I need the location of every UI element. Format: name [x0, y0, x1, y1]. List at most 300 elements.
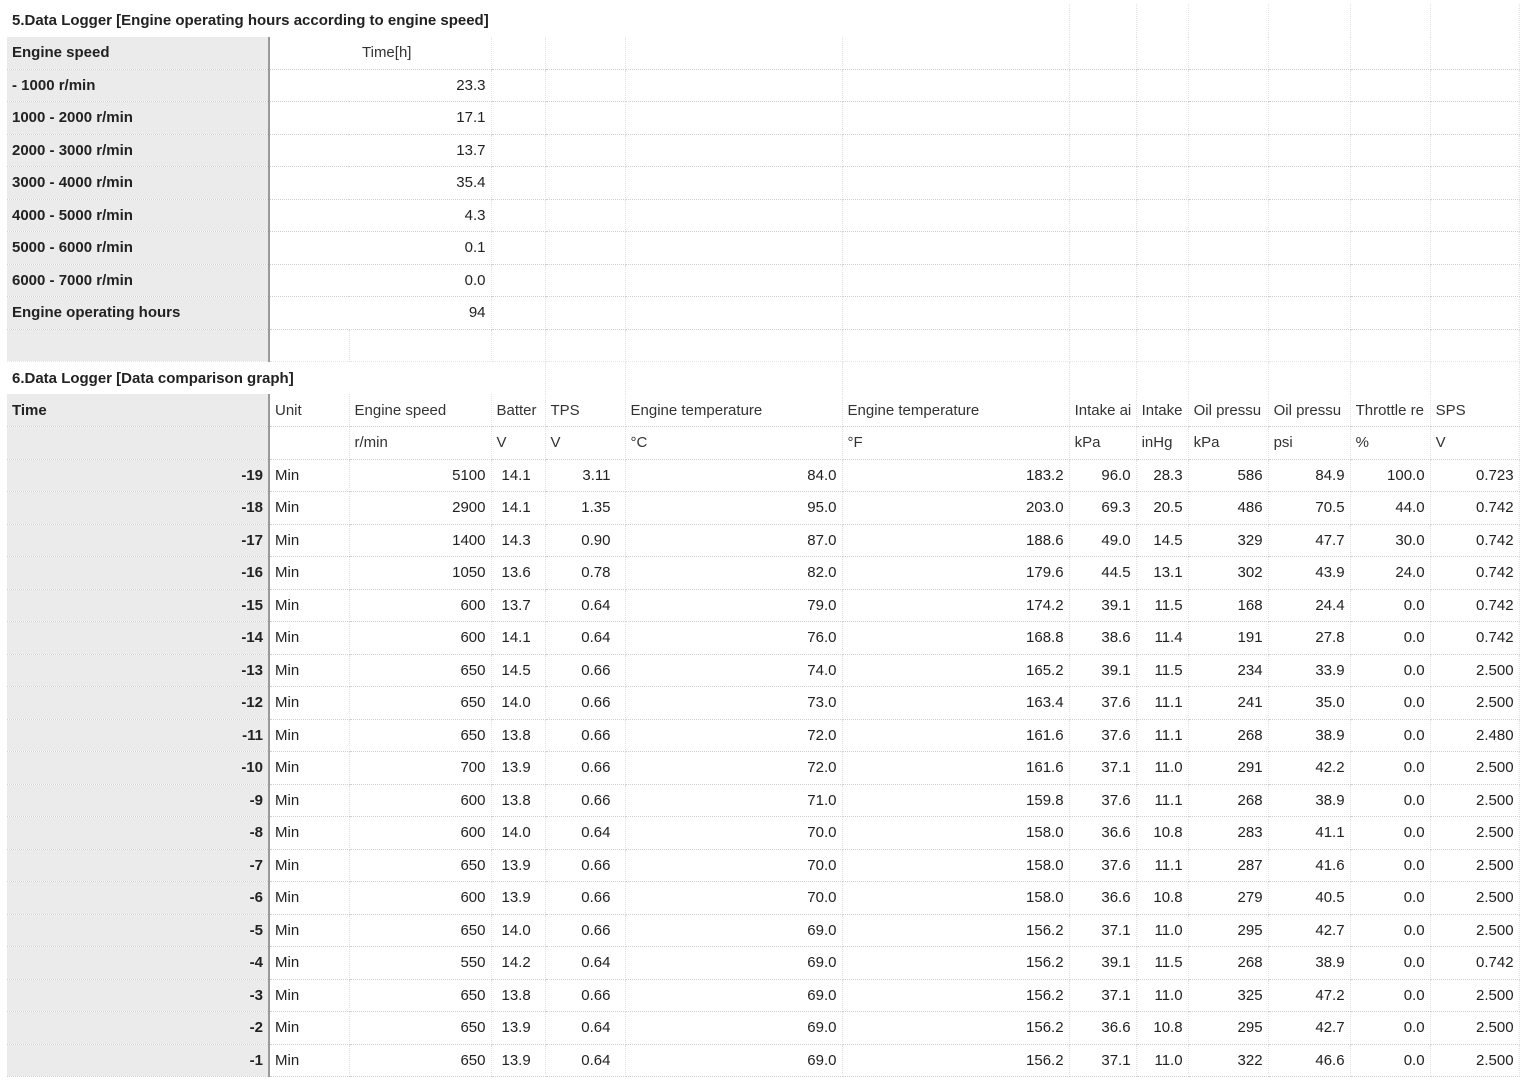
empty-cell[interactable]: [1188, 297, 1268, 330]
empty-cell[interactable]: [491, 167, 545, 200]
data-cell[interactable]: 11.0: [1136, 1044, 1188, 1077]
data-cell[interactable]: 183.2: [842, 459, 1069, 492]
empty-cell[interactable]: [1136, 4, 1188, 37]
empty-cell[interactable]: [842, 69, 1069, 102]
empty-cell[interactable]: [1069, 329, 1136, 362]
data-cell[interactable]: 11.0: [1136, 979, 1188, 1012]
empty-cell[interactable]: [1350, 134, 1430, 167]
data-cell[interactable]: 84.0: [625, 459, 842, 492]
data-cell[interactable]: 39.1: [1069, 947, 1136, 980]
empty-cell[interactable]: [1136, 167, 1188, 200]
data-cell[interactable]: 11.5: [1136, 947, 1188, 980]
data-cell[interactable]: Min: [269, 849, 349, 882]
column-header[interactable]: TPS: [545, 394, 625, 427]
empty-cell[interactable]: [1430, 232, 1519, 265]
column-unit[interactable]: V: [545, 427, 625, 460]
data-cell[interactable]: 11.0: [1136, 914, 1188, 947]
data-cell[interactable]: 38.9: [1268, 719, 1350, 752]
data-cell[interactable]: 0.0: [1350, 1012, 1430, 1045]
data-cell[interactable]: 2900: [349, 492, 491, 525]
empty-cell[interactable]: [1188, 264, 1268, 297]
data-cell[interactable]: 11.1: [1136, 687, 1188, 720]
data-cell[interactable]: 47.7: [1268, 524, 1350, 557]
empty-cell[interactable]: [491, 102, 545, 135]
time-cell[interactable]: -5: [7, 914, 269, 947]
column-unit[interactable]: °C: [625, 427, 842, 460]
empty-cell[interactable]: [1430, 199, 1519, 232]
data-cell[interactable]: 14.0: [491, 817, 545, 850]
empty-cell[interactable]: [1350, 297, 1430, 330]
empty-cell[interactable]: [1350, 264, 1430, 297]
data-cell[interactable]: 0.723: [1430, 459, 1519, 492]
data-cell[interactable]: 11.0: [1136, 752, 1188, 785]
time-cell[interactable]: -4: [7, 947, 269, 980]
data-cell[interactable]: 70.0: [625, 882, 842, 915]
empty-cell[interactable]: [491, 329, 545, 362]
data-cell[interactable]: 1.35: [545, 492, 625, 525]
data-cell[interactable]: 13.9: [491, 1012, 545, 1045]
data-cell[interactable]: 168.8: [842, 622, 1069, 655]
data-cell[interactable]: Min: [269, 557, 349, 590]
data-cell[interactable]: 2.500: [1430, 1044, 1519, 1077]
data-cell[interactable]: 650: [349, 849, 491, 882]
data-cell[interactable]: 650: [349, 719, 491, 752]
data-cell[interactable]: 0.742: [1430, 524, 1519, 557]
data-cell[interactable]: 35.0: [1268, 687, 1350, 720]
data-cell[interactable]: 158.0: [842, 849, 1069, 882]
data-cell[interactable]: 600: [349, 784, 491, 817]
data-cell[interactable]: 0.742: [1430, 947, 1519, 980]
data-cell[interactable]: 174.2: [842, 589, 1069, 622]
data-cell[interactable]: 2.500: [1430, 784, 1519, 817]
column-unit[interactable]: °F: [842, 427, 1069, 460]
empty-cell[interactable]: [625, 297, 842, 330]
empty-cell[interactable]: [1136, 37, 1188, 70]
data-cell[interactable]: Min: [269, 882, 349, 915]
data-cell[interactable]: 72.0: [625, 719, 842, 752]
empty-cell[interactable]: [625, 264, 842, 297]
data-cell[interactable]: 268: [1188, 719, 1268, 752]
data-cell[interactable]: 203.0: [842, 492, 1069, 525]
empty-cell[interactable]: [545, 232, 625, 265]
empty-cell[interactable]: [1136, 297, 1188, 330]
data-cell[interactable]: 13.8: [491, 979, 545, 1012]
speed-range-label[interactable]: 4000 - 5000 r/min: [7, 199, 269, 232]
data-cell[interactable]: 234: [1188, 654, 1268, 687]
data-cell[interactable]: 2.500: [1430, 1012, 1519, 1045]
column-unit[interactable]: inHg: [1136, 427, 1188, 460]
empty-cell[interactable]: [545, 199, 625, 232]
data-cell[interactable]: 268: [1188, 947, 1268, 980]
column-unit[interactable]: kPa: [1188, 427, 1268, 460]
data-cell[interactable]: 27.8: [1268, 622, 1350, 655]
operating-hours-label[interactable]: Engine operating hours: [7, 297, 269, 330]
data-cell[interactable]: 159.8: [842, 784, 1069, 817]
empty-cell[interactable]: [625, 167, 842, 200]
empty-cell[interactable]: [1430, 4, 1519, 37]
data-cell[interactable]: 0.0: [1350, 719, 1430, 752]
empty-cell[interactable]: [1069, 297, 1136, 330]
data-cell[interactable]: 14.5: [491, 654, 545, 687]
data-cell[interactable]: 156.2: [842, 1044, 1069, 1077]
data-cell[interactable]: 0.0: [1350, 622, 1430, 655]
empty-cell[interactable]: [1350, 37, 1430, 70]
speed-range-time[interactable]: 0.1: [269, 232, 491, 265]
empty-cell[interactable]: [1136, 199, 1188, 232]
speed-range-label[interactable]: 3000 - 4000 r/min: [7, 167, 269, 200]
empty-cell[interactable]: [1430, 134, 1519, 167]
data-cell[interactable]: 70.0: [625, 849, 842, 882]
data-cell[interactable]: 37.6: [1069, 784, 1136, 817]
data-cell[interactable]: Min: [269, 979, 349, 1012]
data-cell[interactable]: 10.8: [1136, 817, 1188, 850]
column-unit[interactable]: [7, 427, 269, 460]
data-cell[interactable]: Min: [269, 622, 349, 655]
data-cell[interactable]: 0.66: [545, 784, 625, 817]
data-cell[interactable]: 70.0: [625, 817, 842, 850]
empty-cell[interactable]: [491, 69, 545, 102]
column-header[interactable]: Engine temperature: [842, 394, 1069, 427]
empty-cell[interactable]: [1136, 134, 1188, 167]
empty-cell[interactable]: [1268, 297, 1350, 330]
empty-cell[interactable]: [1430, 264, 1519, 297]
speed-range-label[interactable]: - 1000 r/min: [7, 69, 269, 102]
column-header[interactable]: Engine temperature: [625, 394, 842, 427]
data-cell[interactable]: 47.2: [1268, 979, 1350, 1012]
data-cell[interactable]: 95.0: [625, 492, 842, 525]
time-cell[interactable]: -8: [7, 817, 269, 850]
empty-cell[interactable]: [349, 329, 491, 362]
data-cell[interactable]: 36.6: [1069, 882, 1136, 915]
data-cell[interactable]: 163.4: [842, 687, 1069, 720]
data-cell[interactable]: 13.8: [491, 784, 545, 817]
empty-cell[interactable]: [1268, 199, 1350, 232]
empty-cell[interactable]: [491, 297, 545, 330]
empty-cell[interactable]: [1069, 264, 1136, 297]
data-cell[interactable]: 28.3: [1136, 459, 1188, 492]
column-unit[interactable]: r/min: [349, 427, 491, 460]
data-cell[interactable]: 2.480: [1430, 719, 1519, 752]
data-cell[interactable]: 87.0: [625, 524, 842, 557]
empty-cell[interactable]: [1268, 362, 1350, 395]
empty-cell[interactable]: [545, 69, 625, 102]
data-cell[interactable]: 156.2: [842, 947, 1069, 980]
column-unit[interactable]: [269, 427, 349, 460]
column-unit[interactable]: %: [1350, 427, 1430, 460]
engine-speed-header[interactable]: Engine speed: [7, 37, 269, 70]
data-cell[interactable]: 14.0: [491, 914, 545, 947]
data-cell[interactable]: 156.2: [842, 979, 1069, 1012]
data-cell[interactable]: 2.500: [1430, 654, 1519, 687]
data-cell[interactable]: 295: [1188, 1012, 1268, 1045]
data-cell[interactable]: 39.1: [1069, 654, 1136, 687]
data-cell[interactable]: 161.6: [842, 719, 1069, 752]
empty-cell[interactable]: [545, 102, 625, 135]
data-cell[interactable]: 0.0: [1350, 849, 1430, 882]
data-cell[interactable]: 156.2: [842, 1012, 1069, 1045]
data-cell[interactable]: 188.6: [842, 524, 1069, 557]
empty-cell[interactable]: [1136, 362, 1188, 395]
empty-cell[interactable]: [842, 297, 1069, 330]
data-cell[interactable]: 0.66: [545, 752, 625, 785]
data-cell[interactable]: 73.0: [625, 687, 842, 720]
empty-cell[interactable]: [1188, 362, 1268, 395]
data-cell[interactable]: 0.64: [545, 947, 625, 980]
data-cell[interactable]: 0.742: [1430, 557, 1519, 590]
time-cell[interactable]: -6: [7, 882, 269, 915]
data-cell[interactable]: 76.0: [625, 622, 842, 655]
column-header[interactable]: SPS: [1430, 394, 1519, 427]
data-cell[interactable]: 650: [349, 914, 491, 947]
time-header[interactable]: Time[h]: [269, 37, 491, 70]
data-cell[interactable]: 0.64: [545, 622, 625, 655]
data-cell[interactable]: 13.1: [1136, 557, 1188, 590]
data-cell[interactable]: 0.78: [545, 557, 625, 590]
data-cell[interactable]: Min: [269, 719, 349, 752]
data-cell[interactable]: 2.500: [1430, 687, 1519, 720]
empty-cell[interactable]: [1136, 69, 1188, 102]
empty-cell[interactable]: [1268, 167, 1350, 200]
data-cell[interactable]: Min: [269, 492, 349, 525]
data-cell[interactable]: 0.0: [1350, 882, 1430, 915]
empty-cell[interactable]: [1268, 37, 1350, 70]
data-cell[interactable]: 71.0: [625, 784, 842, 817]
data-cell[interactable]: 241: [1188, 687, 1268, 720]
data-cell[interactable]: 82.0: [625, 557, 842, 590]
data-cell[interactable]: 600: [349, 817, 491, 850]
data-cell[interactable]: 33.9: [1268, 654, 1350, 687]
empty-cell[interactable]: [491, 232, 545, 265]
data-cell[interactable]: 37.6: [1069, 687, 1136, 720]
column-header[interactable]: Intake: [1136, 394, 1188, 427]
empty-cell[interactable]: [842, 167, 1069, 200]
time-cell[interactable]: -7: [7, 849, 269, 882]
data-cell[interactable]: 2.500: [1430, 817, 1519, 850]
data-cell[interactable]: 13.9: [491, 1044, 545, 1077]
data-cell[interactable]: 0.0: [1350, 752, 1430, 785]
empty-cell[interactable]: [491, 264, 545, 297]
data-cell[interactable]: 600: [349, 622, 491, 655]
empty-cell[interactable]: [1069, 4, 1136, 37]
speed-range-time[interactable]: 23.3: [269, 69, 491, 102]
empty-cell[interactable]: [1268, 134, 1350, 167]
data-cell[interactable]: 36.6: [1069, 1012, 1136, 1045]
data-cell[interactable]: 0.742: [1430, 492, 1519, 525]
data-cell[interactable]: 13.8: [491, 719, 545, 752]
data-cell[interactable]: 69.0: [625, 914, 842, 947]
time-cell[interactable]: -1: [7, 1044, 269, 1077]
data-cell[interactable]: 0.0: [1350, 947, 1430, 980]
empty-cell[interactable]: [1268, 329, 1350, 362]
data-cell[interactable]: 14.5: [1136, 524, 1188, 557]
data-cell[interactable]: 600: [349, 589, 491, 622]
empty-cell[interactable]: [842, 362, 1069, 395]
data-cell[interactable]: Min: [269, 1044, 349, 1077]
data-cell[interactable]: 70.5: [1268, 492, 1350, 525]
speed-range-label[interactable]: 5000 - 6000 r/min: [7, 232, 269, 265]
data-cell[interactable]: 11.1: [1136, 849, 1188, 882]
empty-cell[interactable]: [1268, 264, 1350, 297]
column-header[interactable]: Engine speed: [349, 394, 491, 427]
data-cell[interactable]: 13.7: [491, 589, 545, 622]
data-cell[interactable]: 279: [1188, 882, 1268, 915]
empty-cell[interactable]: [1430, 167, 1519, 200]
data-cell[interactable]: 14.1: [491, 492, 545, 525]
data-cell[interactable]: 0.66: [545, 719, 625, 752]
speed-range-time[interactable]: 13.7: [269, 134, 491, 167]
column-header[interactable]: Intake ai: [1069, 394, 1136, 427]
empty-cell[interactable]: [842, 264, 1069, 297]
column-header[interactable]: Time: [7, 394, 269, 427]
empty-cell[interactable]: [545, 297, 625, 330]
data-cell[interactable]: 2.500: [1430, 752, 1519, 785]
empty-cell[interactable]: [7, 329, 269, 362]
data-cell[interactable]: 0.0: [1350, 979, 1430, 1012]
empty-cell[interactable]: [625, 37, 842, 70]
data-cell[interactable]: 69.0: [625, 1044, 842, 1077]
data-cell[interactable]: 14.1: [491, 622, 545, 655]
data-cell[interactable]: 14.3: [491, 524, 545, 557]
data-cell[interactable]: Min: [269, 687, 349, 720]
data-cell[interactable]: 0.64: [545, 589, 625, 622]
data-cell[interactable]: Min: [269, 524, 349, 557]
column-header[interactable]: Batter: [491, 394, 545, 427]
column-header[interactable]: Oil pressu: [1188, 394, 1268, 427]
data-cell[interactable]: Min: [269, 947, 349, 980]
data-cell[interactable]: 5100: [349, 459, 491, 492]
data-cell[interactable]: 550: [349, 947, 491, 980]
data-cell[interactable]: Min: [269, 459, 349, 492]
data-cell[interactable]: 11.5: [1136, 654, 1188, 687]
data-cell[interactable]: 37.6: [1069, 719, 1136, 752]
empty-cell[interactable]: [625, 69, 842, 102]
data-cell[interactable]: 650: [349, 1012, 491, 1045]
empty-cell[interactable]: [1350, 362, 1430, 395]
data-cell[interactable]: 283: [1188, 817, 1268, 850]
empty-cell[interactable]: [842, 329, 1069, 362]
empty-cell[interactable]: [1268, 102, 1350, 135]
data-cell[interactable]: 1400: [349, 524, 491, 557]
empty-cell[interactable]: [1350, 329, 1430, 362]
data-cell[interactable]: 41.1: [1268, 817, 1350, 850]
data-cell[interactable]: 0.90: [545, 524, 625, 557]
empty-cell[interactable]: [1188, 37, 1268, 70]
data-cell[interactable]: 13.9: [491, 882, 545, 915]
data-cell[interactable]: 13.6: [491, 557, 545, 590]
time-cell[interactable]: -2: [7, 1012, 269, 1045]
speed-range-time[interactable]: 17.1: [269, 102, 491, 135]
empty-cell[interactable]: [1188, 199, 1268, 232]
data-cell[interactable]: 586: [1188, 459, 1268, 492]
data-cell[interactable]: 0.64: [545, 1012, 625, 1045]
time-cell[interactable]: -11: [7, 719, 269, 752]
data-cell[interactable]: 0.0: [1350, 1044, 1430, 1077]
empty-cell[interactable]: [1430, 37, 1519, 70]
empty-cell[interactable]: [1136, 264, 1188, 297]
data-cell[interactable]: 39.1: [1069, 589, 1136, 622]
empty-cell[interactable]: [1069, 102, 1136, 135]
data-cell[interactable]: Min: [269, 784, 349, 817]
empty-cell[interactable]: [1430, 362, 1519, 395]
data-cell[interactable]: 42.7: [1268, 1012, 1350, 1045]
data-cell[interactable]: 650: [349, 654, 491, 687]
empty-cell[interactable]: [842, 102, 1069, 135]
data-cell[interactable]: 650: [349, 687, 491, 720]
data-cell[interactable]: 43.9: [1268, 557, 1350, 590]
data-cell[interactable]: 42.7: [1268, 914, 1350, 947]
data-cell[interactable]: 0.0: [1350, 784, 1430, 817]
empty-cell[interactable]: [545, 134, 625, 167]
empty-cell[interactable]: [1188, 134, 1268, 167]
empty-cell[interactable]: [625, 134, 842, 167]
column-header[interactable]: Oil pressu: [1268, 394, 1350, 427]
empty-cell[interactable]: [1430, 329, 1519, 362]
data-cell[interactable]: 30.0: [1350, 524, 1430, 557]
data-cell[interactable]: 37.1: [1069, 914, 1136, 947]
data-cell[interactable]: 36.6: [1069, 817, 1136, 850]
data-cell[interactable]: 11.4: [1136, 622, 1188, 655]
data-cell[interactable]: 3.11: [545, 459, 625, 492]
data-cell[interactable]: 325: [1188, 979, 1268, 1012]
data-cell[interactable]: 38.6: [1069, 622, 1136, 655]
time-cell[interactable]: -14: [7, 622, 269, 655]
data-cell[interactable]: 0.66: [545, 687, 625, 720]
empty-cell[interactable]: [1430, 69, 1519, 102]
empty-cell[interactable]: [491, 134, 545, 167]
empty-cell[interactable]: [1188, 4, 1268, 37]
data-cell[interactable]: Min: [269, 817, 349, 850]
data-cell[interactable]: 0.66: [545, 979, 625, 1012]
operating-hours-value[interactable]: 94: [269, 297, 491, 330]
data-cell[interactable]: 13.9: [491, 849, 545, 882]
data-cell[interactable]: 14.2: [491, 947, 545, 980]
data-cell[interactable]: 2.500: [1430, 849, 1519, 882]
empty-cell[interactable]: [842, 134, 1069, 167]
empty-cell[interactable]: [1069, 232, 1136, 265]
data-cell[interactable]: 10.8: [1136, 882, 1188, 915]
data-cell[interactable]: Min: [269, 654, 349, 687]
data-cell[interactable]: 179.6: [842, 557, 1069, 590]
data-cell[interactable]: 2.500: [1430, 914, 1519, 947]
data-cell[interactable]: 0.742: [1430, 622, 1519, 655]
time-cell[interactable]: -18: [7, 492, 269, 525]
data-cell[interactable]: 191: [1188, 622, 1268, 655]
data-cell[interactable]: 650: [349, 979, 491, 1012]
data-cell[interactable]: 600: [349, 882, 491, 915]
empty-cell[interactable]: [625, 199, 842, 232]
speed-range-time[interactable]: 35.4: [269, 167, 491, 200]
empty-cell[interactable]: [625, 329, 842, 362]
empty-cell[interactable]: [1188, 167, 1268, 200]
empty-cell[interactable]: [491, 37, 545, 70]
data-cell[interactable]: 69.0: [625, 1012, 842, 1045]
empty-cell[interactable]: [1268, 4, 1350, 37]
empty-cell[interactable]: [1350, 4, 1430, 37]
data-cell[interactable]: 37.1: [1069, 1044, 1136, 1077]
time-cell[interactable]: -19: [7, 459, 269, 492]
data-cell[interactable]: 96.0: [1069, 459, 1136, 492]
time-cell[interactable]: -9: [7, 784, 269, 817]
empty-cell[interactable]: [1069, 167, 1136, 200]
column-unit[interactable]: V: [491, 427, 545, 460]
data-cell[interactable]: Min: [269, 914, 349, 947]
data-cell[interactable]: 74.0: [625, 654, 842, 687]
empty-cell[interactable]: [1350, 69, 1430, 102]
empty-cell[interactable]: [545, 167, 625, 200]
empty-cell[interactable]: [1136, 102, 1188, 135]
data-cell[interactable]: 0.0: [1350, 687, 1430, 720]
column-unit[interactable]: V: [1430, 427, 1519, 460]
